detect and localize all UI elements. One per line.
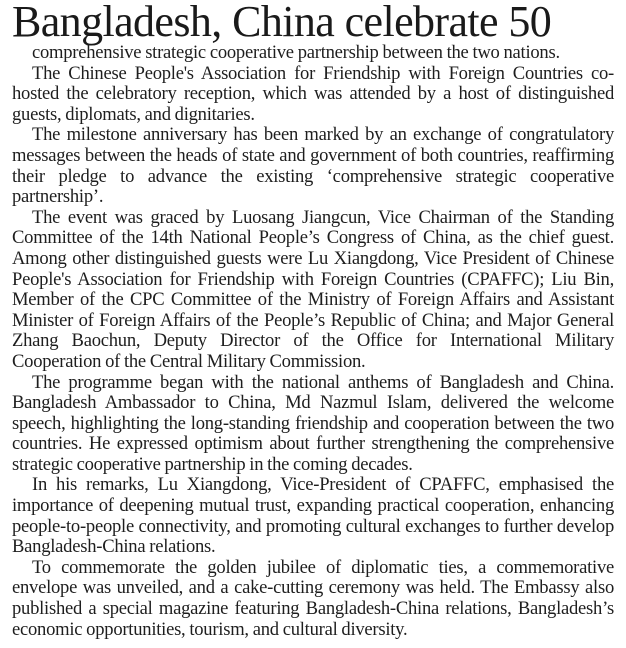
article-body [12, 43, 614, 640]
article-paragraph: The programme began with the national anthems of Bangladesh and China. Bangladesh Ambassador to China, Md Nazmul Islam, delivered the welcome speech, highlighting the long-standing friendship and cooperation between the two countries. He expressed optimism about further strengthening the comprehensive strategic cooperative partnership in the coming decades. [12, 371, 614, 475]
article-paragraph: In his remarks, Lu Xiangdong, Vice-President of CPAFFC, emphasised the importance of deepening mutual trust, expanding practical cooperation, enhancing people-to-people connectivity, and promoting cultural exchanges to further develop Bangladesh-China relations. [12, 474, 614, 558]
article-paragraph: The event was graced by Luosang Jiangcun, Vice Chairman of the Standing Committee of the 14th National People’s Congress of China, as the chief guest. Among other distinguished guests were Lu Xiangdong, Vice President of Chinese People's Association for Friendship with Foreign Countries (CPAFFC); Liu Bin, Member of the CPC Committee of the Ministry of Foreign Affairs and Assistant Minister of Foreign Affairs of the People’s Republic of China; and Major General Zhang Baochun, Deputy Director of the Office for International Military Cooperation of the Central Military Commission. [12, 206, 614, 372]
article-paragraph: To commemorate the golden jubilee of diplomatic ties, a commemorative envelope was unveiled, and a cake-cutting ceremony was held. The Embassy also published a special magazine featuring Bangladesh-China relations, Bangladesh’s economic opportunities, tourism, and cultural diversity. [12, 556, 614, 640]
article-paragraph: The Chinese People's Association for Friendship with Foreign Countries co-hosted the celebratory reception, which was attended by a host of distinguished guests, diplomats, and dignitaries. [12, 62, 614, 125]
news-article [12, 0, 614, 640]
article-headline: Bangladesh, China celebrate 50 [12, 0, 552, 46]
article-paragraph: comprehensive strategic cooperative partnership between the two nations. [32, 42, 560, 63]
article-paragraph: The milestone anniversary has been marked by an exchange of congratulatory messages between the heads of state and government of both countries, reaffirming their pledge to advance the existing ‘comprehensive strategic cooperative partnership’. [12, 124, 614, 208]
